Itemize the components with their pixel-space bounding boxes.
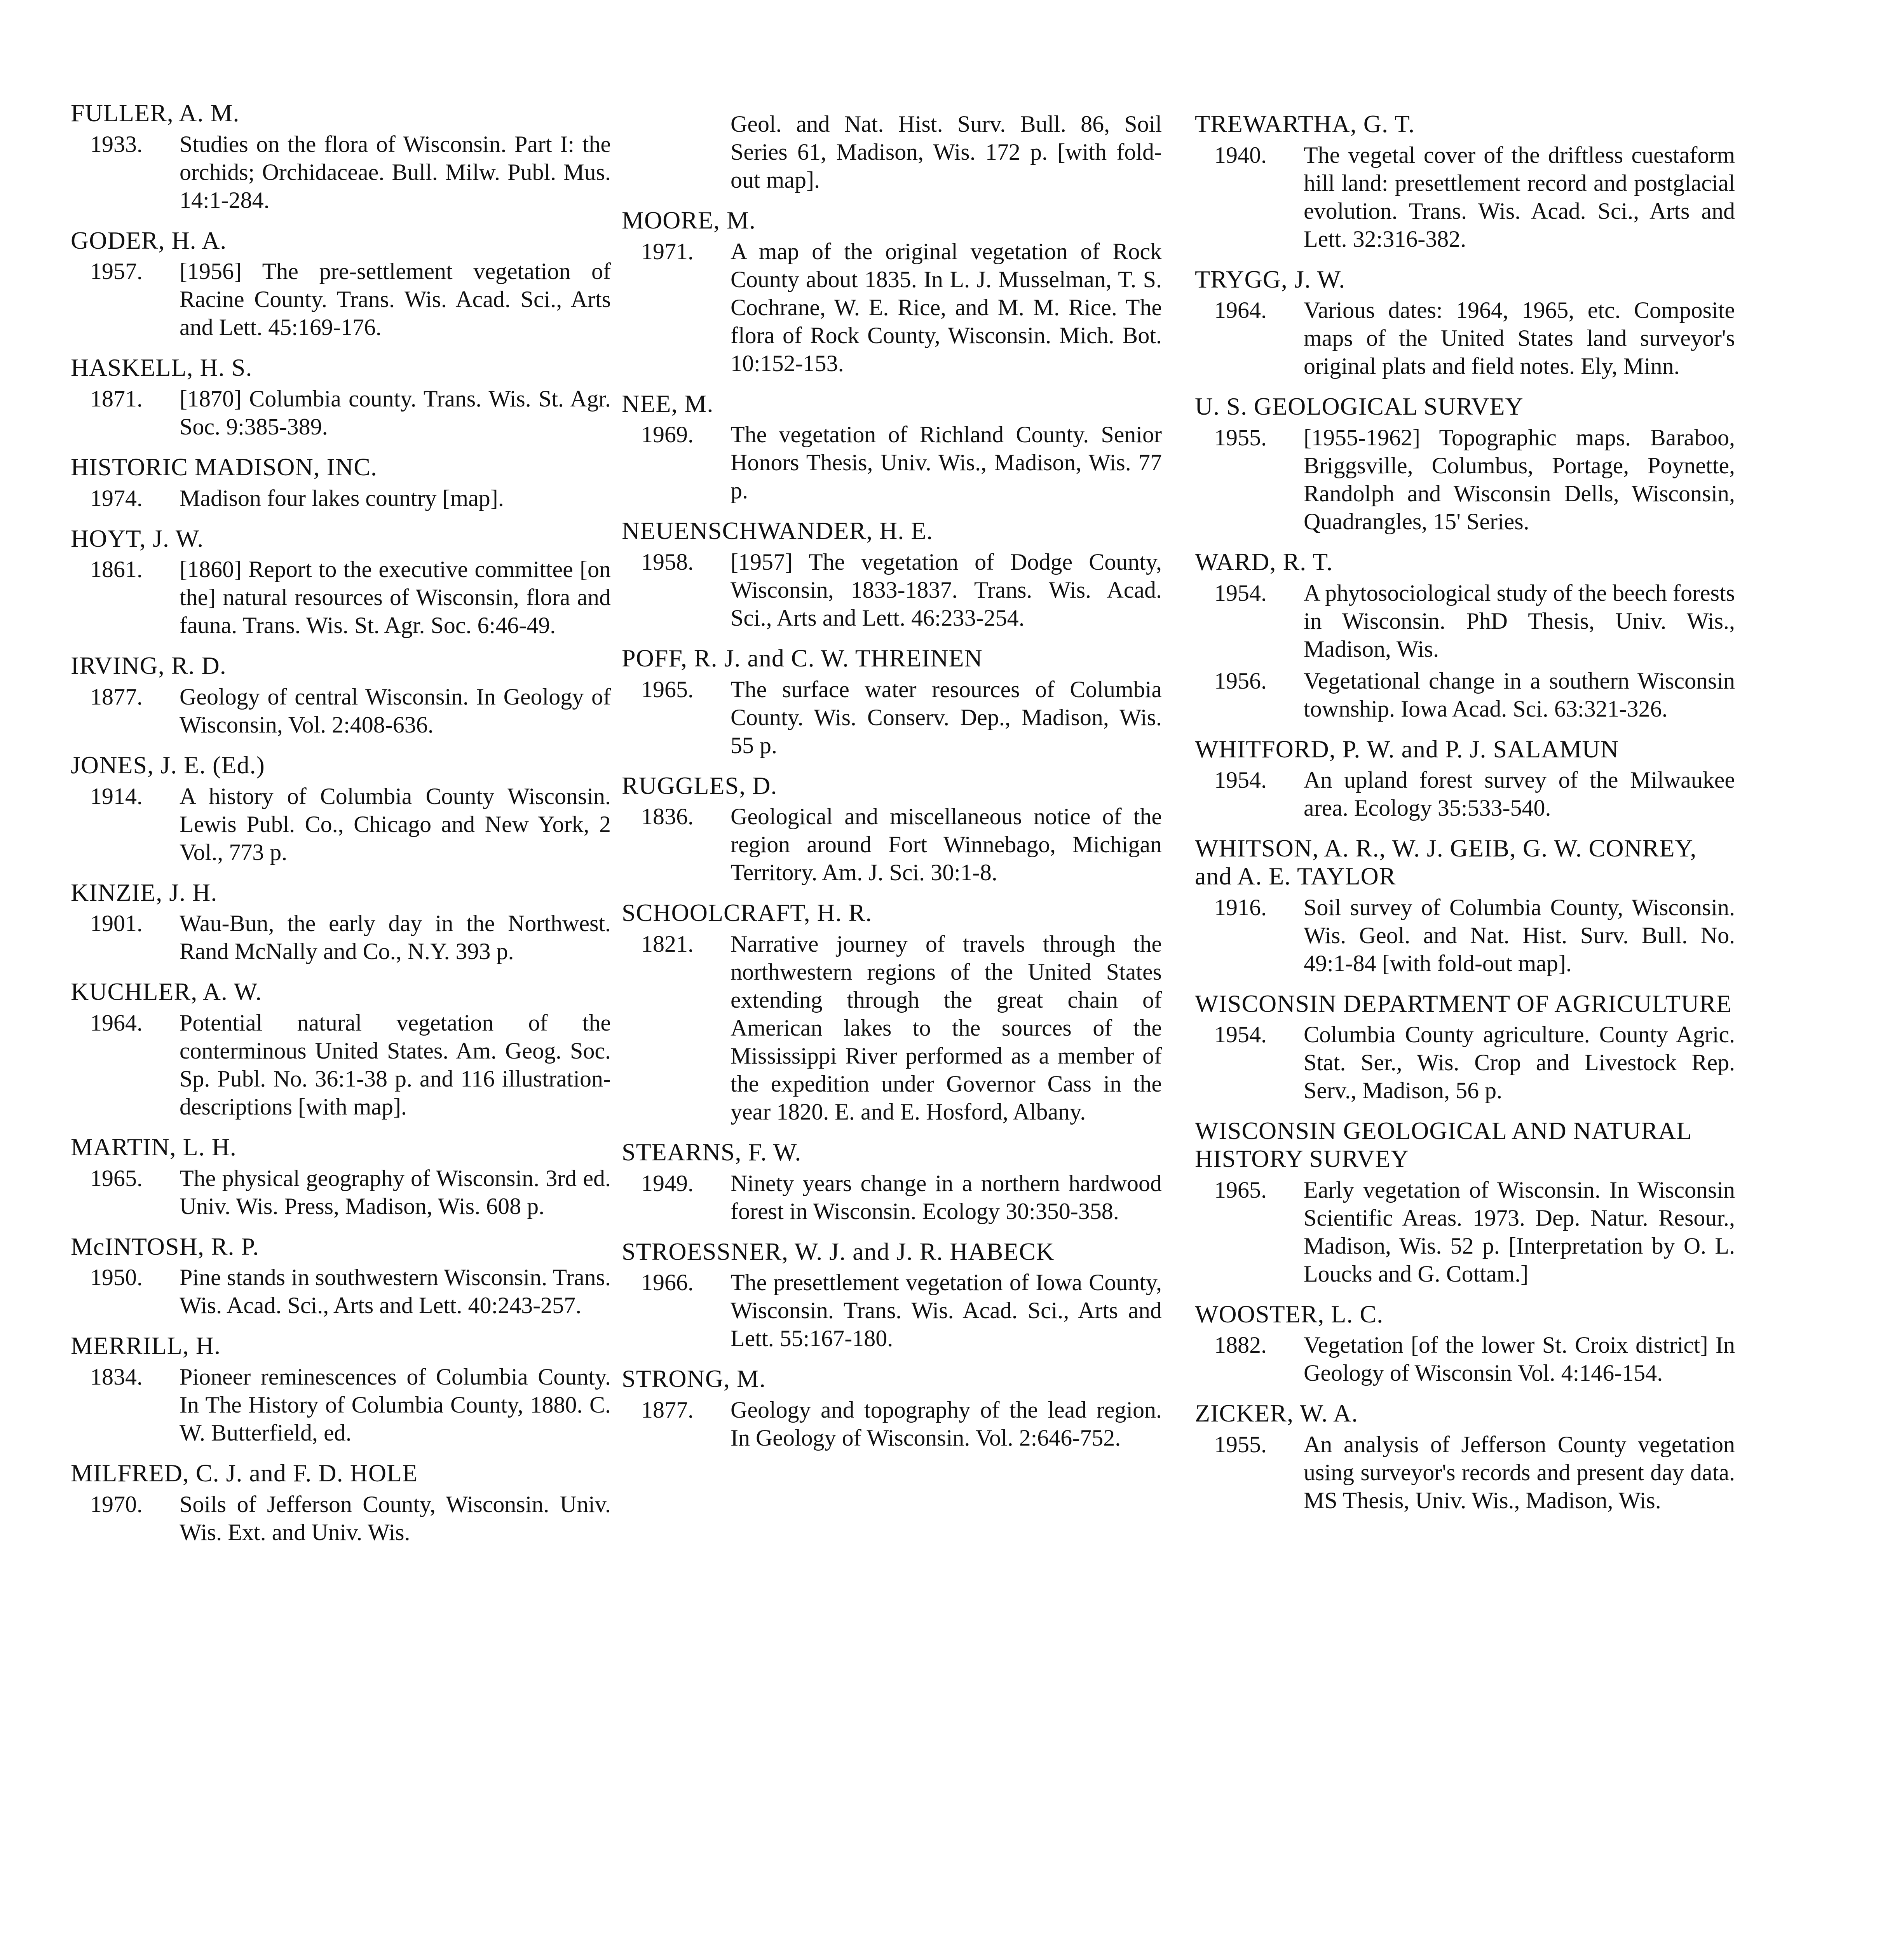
reference-author: IRVING, R. D.: [71, 652, 227, 680]
reference-author: ZICKER, W. A.: [1195, 1399, 1358, 1427]
reference-citation: [1191, 424, 1735, 535]
reference-author: MOORE, M.: [622, 206, 756, 234]
reference-citation: [1191, 296, 1735, 380]
citation-year: 1954.: [1214, 1022, 1267, 1048]
reference-citation: [67, 1363, 611, 1447]
reference-entry: [67, 525, 611, 640]
reference-citation: [618, 675, 1162, 759]
reference-author: JONES, J. E. (Ed.): [71, 751, 265, 779]
reference-entry: [618, 644, 1162, 759]
reference-author: WOOSTER, L. C.: [1195, 1300, 1384, 1328]
citation-text: Geology and topography of the lead region. In Geology of Wisconsin. Vol. 2:646-752.: [731, 1397, 1162, 1451]
citation-year: 1965.: [641, 676, 694, 702]
reference-citation: [1191, 579, 1735, 663]
reference-author: NEE, M.: [622, 389, 714, 417]
reference-entry: [618, 772, 1162, 887]
citation-text: Potential natural vegetation of the conterminous United States. Am. Geog. Soc. Sp. Publ. No. 36:1-38 p. and 116 illustration-descriptions [with map].: [180, 1010, 611, 1120]
citation-year: 1877.: [641, 1397, 694, 1423]
reference-author: McINTOSH, R. P.: [71, 1232, 259, 1260]
citation-text: Geology of central Wisconsin. In Geology of Wisconsin, Vol. 2:408-636.: [180, 684, 611, 738]
reference-entry: [1191, 1399, 1735, 1514]
reference-citation: [67, 257, 611, 341]
reference-author: STRONG, M.: [622, 1365, 766, 1393]
citation-text: [1957] The vegetation of Dodge County, Wisconsin, 1833-1837. Trans. Wis. Acad. Sci., Arts and Lett. 46:233-254.: [731, 549, 1162, 631]
citation-text: Pine stands in southwestern Wisconsin. Trans. Wis. Acad. Sci., Arts and Lett. 40:243-257.: [180, 1265, 611, 1319]
citation-year: 1933.: [90, 131, 143, 157]
reference-citation: [1191, 893, 1735, 977]
reference-entry: [1191, 265, 1735, 380]
reference-entry: [67, 751, 611, 866]
reference-column-1: [67, 99, 611, 1559]
reference-citation: [1191, 1331, 1735, 1387]
citation-year: 1901.: [90, 910, 143, 937]
citation-text: [1860] Report to the executive committee [on the] natural resources of Wisconsin, flora and fauna. Trans. Wis. St. Agr. Soc. 6:46-49.: [180, 556, 611, 638]
reference-author: U. S. GEOLOGICAL SURVEY: [1195, 392, 1524, 420]
citation-year: 1940.: [1214, 142, 1267, 168]
citation-year: 1966.: [641, 1270, 694, 1296]
reference-column-3: [1191, 110, 1735, 1527]
citation-text: Vegetational change in a southern Wisconsin township. Iowa Acad. Sci. 63:321-326.: [1304, 668, 1735, 722]
reference-author: STROESSNER, W. J. and J. R. HABECK: [622, 1237, 1055, 1265]
reference-citation: [618, 420, 1162, 504]
citation-text: The vegetal cover of the driftless cuestaform hill land: presettlement record and postglacial evolution. Trans. Wis. Acad. Sci., Arts and Lett. 32:316-382.: [1304, 142, 1735, 252]
reference-citation: [618, 1396, 1162, 1452]
citation-text: Narrative journey of travels through the northwestern regions of the United States extending through the great chain of American lakes to the sources of the Mississippi River performed as a member of the expedition under Governor Cass in the year 1820. E. and E. Hosford, Albany.: [731, 931, 1162, 1125]
citation-text: A map of the original vegetation of Rock County about 1835. In L. J. Musselman, T. S. Cochrane, W. E. Rice, and M. M. Rice. The flora of Rock County, Wisconsin. Mich. Bot. 10:152-153.: [731, 238, 1162, 376]
citation-year: 1965.: [90, 1165, 143, 1191]
citation-text: Wau-Bun, the early day in the Northwest. Rand McNally and Co., N.Y. 393 p.: [180, 910, 611, 965]
citation-text: Pioneer reminescences of Columbia County. In The History of Columbia County, 1880. C. W. Butterfield, ed.: [180, 1364, 611, 1446]
citation-text: The presettlement vegetation of Iowa County, Wisconsin. Trans. Wis. Acad. Sci., Arts and Lett. 55:167-180.: [731, 1270, 1162, 1352]
reference-entry: [618, 390, 1162, 505]
reference-entry: [67, 1133, 611, 1220]
reference-author: POFF, R. J. and C. W. THREINEN: [622, 644, 983, 672]
citation-year: 1954.: [1214, 767, 1267, 793]
citation-text: Various dates: 1964, 1965, etc. Composite maps of the United States land surveyor's original plats and field notes. Ely, Minn.: [1304, 297, 1735, 379]
citation-text: Geological and miscellaneous notice of the region around Fort Winnebago, Michigan Territory. Am. J. Sci. 30:1-8.: [731, 804, 1162, 886]
reference-author: TREWARTHA, G. T.: [1195, 110, 1415, 138]
reference-entry: [1191, 110, 1735, 253]
reference-author: FULLER, A. M.: [71, 99, 240, 127]
citation-year: 1969.: [641, 422, 694, 448]
citation-year: 1861.: [90, 556, 143, 583]
citation-year: 1821.: [641, 931, 694, 957]
citation-text: Soils of Jefferson County, Wisconsin. Univ. Wis. Ext. and Univ. Wis.: [180, 1491, 611, 1545]
citation-text: Geol. and Nat. Hist. Surv. Bull. 86, Soil Series 61, Madison, Wis. 172 p. [with fold-out map].: [731, 111, 1162, 193]
reference-entry: [67, 1459, 611, 1546]
citation-text: Columbia County agriculture. County Agric. Stat. Ser., Wis. Crop and Livestock Rep. Serv., Madison, 56 p.: [1304, 1022, 1735, 1104]
reference-author: HISTORIC MADISON, INC.: [71, 453, 377, 481]
citation-year: 1957.: [90, 258, 143, 284]
reference-author: WHITFORD, P. W. and P. J. SALAMUN: [1195, 735, 1619, 763]
citation-year: 1958.: [641, 549, 694, 575]
citation-year: 1949.: [641, 1170, 694, 1196]
reference-author: GODER, H. A.: [71, 226, 227, 254]
reference-citation: [67, 1164, 611, 1220]
reference-citation: [618, 802, 1162, 886]
citation-year: 1914.: [90, 783, 143, 809]
reference-entry: [618, 1238, 1162, 1353]
reference-author: WHITSON, A. R., W. J. GEIB, G. W. CONREY, and A. E. TAYLOR: [1195, 834, 1697, 890]
reference-citation: [618, 1169, 1162, 1225]
reference-entry: [618, 206, 1162, 377]
citation-text: Vegetation [of the lower St. Croix district] In Geology of Wisconsin Vol. 4:146-154.: [1304, 1332, 1735, 1386]
citation-year: 1971.: [641, 238, 694, 264]
reference-entry: [618, 110, 1162, 194]
citation-year: 1956.: [1214, 668, 1267, 694]
reference-entry: [1191, 548, 1735, 723]
citation-year: 1955.: [1214, 1432, 1267, 1458]
reference-entry: [67, 652, 611, 739]
citation-text: The vegetation of Richland County. Senior Honors Thesis, Univ. Wis., Madison, Wis. 77 p.: [731, 422, 1162, 504]
reference-column-2: [618, 110, 1162, 1464]
reference-author: STEARNS, F. W.: [622, 1138, 802, 1166]
reference-entry: [67, 978, 611, 1121]
citation-text: Ninety years change in a northern hardwood forest in Wisconsin. Ecology 30:350-358.: [731, 1170, 1162, 1224]
reference-entry: [67, 227, 611, 342]
reference-author: KUCHLER, A. W.: [71, 978, 262, 1006]
reference-citation: [1191, 141, 1735, 253]
reference-citation: [67, 555, 611, 639]
citation-text: An analysis of Jefferson County vegetation using surveyor's records and present day data. MS Thesis, Univ. Wis., Madison, Wis.: [1304, 1432, 1735, 1514]
reference-entry: [1191, 1300, 1735, 1387]
reference-citation: [618, 930, 1162, 1126]
reference-author: MERRILL, H.: [71, 1332, 221, 1360]
reference-entry: [1191, 1117, 1735, 1287]
reference-citation: [1191, 1020, 1735, 1104]
reference-citation: [67, 782, 611, 866]
citation-year: 1955.: [1214, 425, 1267, 451]
citation-year: 1882.: [1214, 1332, 1267, 1358]
reference-entry: [1191, 392, 1735, 535]
citation-year: 1916.: [1214, 894, 1267, 920]
reference-entry: [67, 1233, 611, 1320]
citation-text: A phytosociological study of the beech forests in Wisconsin. PhD Thesis, Univ. Wis., Madison, Wis.: [1304, 580, 1735, 662]
reference-author: HASKELL, H. S.: [71, 354, 253, 382]
reference-author: WISCONSIN DEPARTMENT OF AGRICULTURE: [1195, 989, 1732, 1017]
reference-citation: [67, 385, 611, 441]
citation-text: Studies on the flora of Wisconsin. Part I: the orchids; Orchidaceae. Bull. Milw. Publ. Mus. 14:1-284.: [180, 131, 611, 213]
reference-citation: [1191, 766, 1735, 822]
reference-entry: [1191, 735, 1735, 822]
reference-citation: [67, 683, 611, 739]
reference-entry: [618, 899, 1162, 1126]
citation-year: 1954.: [1214, 580, 1267, 606]
citation-year: 1836.: [641, 804, 694, 830]
reference-entry: [67, 453, 611, 512]
citation-text: [1870] Columbia county. Trans. Wis. St. Agr. Soc. 9:385-389.: [180, 386, 611, 440]
reference-author: KINZIE, J. H.: [71, 878, 218, 906]
reference-author: TRYGG, J. W.: [1195, 265, 1346, 293]
reference-citation: [1191, 667, 1735, 723]
reference-author: MILFRED, C. J. and F. D. HOLE: [71, 1459, 418, 1487]
reference-entry: [618, 517, 1162, 632]
citation-year: 1834.: [90, 1364, 143, 1390]
reference-citation: [1191, 1176, 1735, 1288]
reference-entry: [67, 879, 611, 966]
citation-text: Early vegetation of Wisconsin. In Wisconsin Scientific Areas. 1973. Dep. Natur. Resour., Madison, Wis. 52 p. [Interpretation by O. L. Loucks and G. Cottam.]: [1304, 1177, 1735, 1287]
reference-entry: [67, 99, 611, 214]
reference-citation: [1191, 1430, 1735, 1514]
citation-text: A history of Columbia County Wisconsin. Lewis Publ. Co., Chicago and New York, 2 Vol., 773 p.: [180, 783, 611, 865]
reference-author: RUGGLES, D.: [622, 771, 778, 799]
reference-citation: [618, 110, 1162, 194]
reference-citation: [67, 1263, 611, 1319]
reference-citation: [618, 548, 1162, 632]
reference-citation: [618, 237, 1162, 377]
citation-year: 1950.: [90, 1265, 143, 1291]
citation-year: 1964.: [1214, 297, 1267, 323]
reference-author: MARTIN, L. H.: [71, 1133, 237, 1161]
citation-text: An upland forest survey of the Milwaukee area. Ecology 35:533-540.: [1304, 767, 1735, 821]
reference-entry: [618, 1365, 1162, 1452]
reference-entry: [67, 1332, 611, 1447]
reference-citation: [67, 484, 611, 512]
reference-author: WARD, R. T.: [1195, 548, 1333, 576]
citation-text: [1955-1962] Topographic maps. Baraboo, Briggsville, Columbus, Portage, Poynette, Randolph and Wisconsin Dells, Wisconsin, Quadrangles, 15' Series.: [1304, 425, 1735, 535]
citation-year: 1974.: [90, 485, 143, 511]
reference-citation: [67, 909, 611, 965]
citation-text: The physical geography of Wisconsin. 3rd ed. Univ. Wis. Press, Madison, Wis. 608 p.: [180, 1165, 611, 1219]
reference-author: NEUENSCHWANDER, H. E.: [622, 517, 933, 545]
citation-text: Madison four lakes country [map].: [180, 485, 504, 511]
reference-citation: [618, 1268, 1162, 1352]
citation-year: 1964.: [90, 1010, 143, 1036]
citation-text: Soil survey of Columbia County, Wisconsin. Wis. Geol. and Nat. Hist. Surv. Bull. No. 49:1-84 [with fold-out map].: [1304, 894, 1735, 976]
reference-author: SCHOOLCRAFT, H. R.: [622, 899, 872, 927]
citation-year: 1877.: [90, 684, 143, 710]
reference-author: WISCONSIN GEOLOGICAL AND NATURAL HISTORY SURVEY: [1195, 1117, 1691, 1173]
citation-year: 1871.: [90, 386, 143, 412]
reference-author: HOYT, J. W.: [71, 524, 204, 552]
reference-entry: [618, 1138, 1162, 1225]
reference-entry: [1191, 990, 1735, 1105]
reference-citation: [67, 1009, 611, 1121]
citation-text: The surface water resources of Columbia County. Wis. Conserv. Dep., Madison, Wis. 55 p.: [731, 676, 1162, 758]
citation-year: 1965.: [1214, 1177, 1267, 1203]
reference-citation: [67, 130, 611, 214]
reference-entry: [1191, 834, 1735, 977]
reference-citation: [67, 1490, 611, 1546]
reference-entry: [67, 354, 611, 441]
citation-year: 1970.: [90, 1491, 143, 1517]
citation-text: [1956] The pre-settlement vegetation of Racine County. Trans. Wis. Acad. Sci., Arts and Lett. 45:169-176.: [180, 258, 611, 340]
